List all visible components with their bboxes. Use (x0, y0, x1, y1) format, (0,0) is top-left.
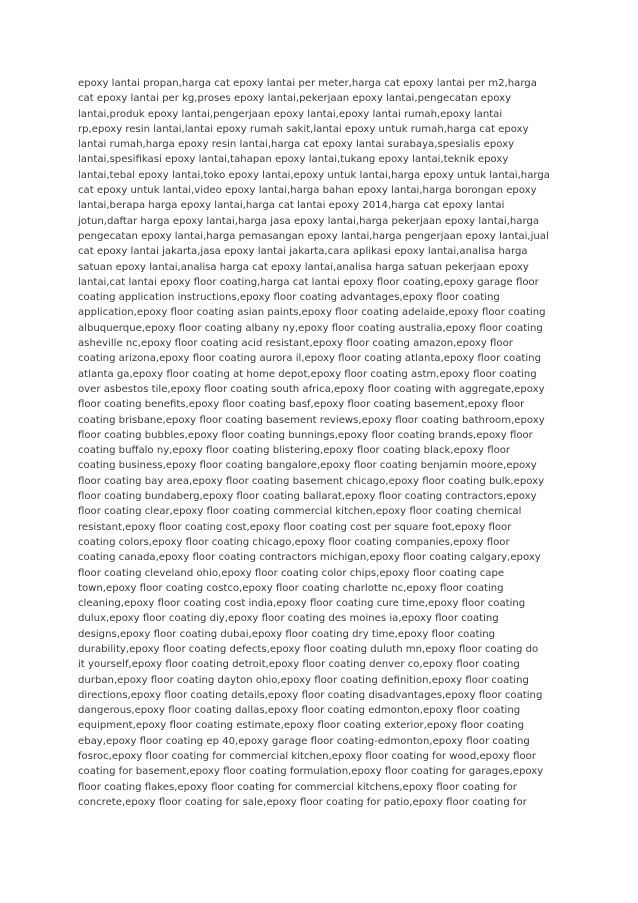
text-line: coating for basement,epoxy floor coating formulation,epoxy floor coating for garages,epoxy (78, 766, 544, 778)
text-line: floor coating flakes,epoxy floor coating for commercial kitchens,epoxy floor coating for (78, 781, 517, 793)
body-text (78, 76, 560, 810)
text-line: floor coating bubbles,epoxy floor coating bunnings,epoxy floor coating brands,epoxy floor (78, 429, 533, 441)
text-line: lantai rumah,harga epoxy resin lantai,harga cat epoxy lantai surabaya,spesialis epoxy (78, 139, 515, 151)
text-line: floor coating cleveland ohio,epoxy floor coating color chips,epoxy floor coating cape (78, 567, 505, 579)
text-line: atlanta ga,epoxy floor coating at home depot,epoxy floor coating astm,epoxy floor coating (78, 368, 537, 380)
text-line: satuan epoxy lantai,analisa harga cat epoxy lantai,analisa harga satuan pekerjaan epoxy (78, 261, 529, 273)
text-line: lantai,produk epoxy lantai,pengerjaan epoxy lantai,epoxy lantai rumah,epoxy lantai (78, 108, 503, 120)
text-line: rp,epoxy resin lantai,lantai epoxy rumah sakit,lantai epoxy untuk rumah,harga cat epoxy (78, 123, 529, 135)
text-line: durban,epoxy floor coating dayton ohio,epoxy floor coating definition,epoxy floor coating (78, 674, 529, 686)
text-line: coating canada,epoxy floor coating contractors michigan,epoxy floor coating calgary,epoxy (78, 552, 541, 564)
text-line: floor coating benefits,epoxy floor coating basf,epoxy floor coating basement,epoxy floor (78, 399, 525, 411)
text-line: cleaning,epoxy floor coating cost india,epoxy floor coating cure time,epoxy floor coating (78, 598, 526, 610)
text-line: durability,epoxy floor coating defects,epoxy floor coating duluth mn,epoxy floor coating do (78, 643, 539, 655)
text-line: designs,epoxy floor coating dubai,epoxy floor coating dry time,epoxy floor coating (78, 628, 496, 640)
text-line: concrete,epoxy floor coating for sale,epoxy floor coating for patio,epoxy floor coating for (78, 796, 527, 808)
text-line: dangerous,epoxy floor coating dallas,epoxy floor coating edmonton,epoxy floor coating (78, 705, 521, 717)
text-line: jotun,daftar harga epoxy lantai,harga jasa epoxy lantai,harga pekerjaan epoxy lantai,harga (78, 215, 540, 227)
text-line: floor coating bundaberg,epoxy floor coating ballarat,epoxy floor coating contractors,epoxy (78, 491, 537, 503)
text-line: pengecatan epoxy lantai,harga pemasangan epoxy lantai,harga pengerjaan epoxy lantai,jual (78, 230, 549, 242)
text-line: coating brisbane,epoxy floor coating basement reviews,epoxy floor coating bathroom,epoxy (78, 414, 545, 426)
text-line: town,epoxy floor coating costco,epoxy floor coating charlotte nc,epoxy floor coating (78, 582, 504, 594)
text-line: dulux,epoxy floor coating diy,epoxy floor coating des moines ia,epoxy floor coating (78, 613, 499, 625)
text-line: coating colors,epoxy floor coating chicago,epoxy floor coating companies,epoxy floor (78, 536, 510, 548)
text-line: lantai,spesifikasi epoxy lantai,tahapan epoxy lantai,tukang epoxy lantai,teknik epoxy (78, 154, 509, 166)
text-line: lantai,cat lantai epoxy floor coating,harga cat lantai epoxy floor coating,epoxy garage floor (78, 276, 539, 288)
text-line: albuquerque,epoxy floor coating albany ny,epoxy floor coating australia,epoxy floor coating (78, 322, 543, 334)
text-line: it yourself,epoxy floor coating detroit,epoxy floor coating denver co,epoxy floor coating (78, 659, 520, 671)
text-line: fosroc,epoxy floor coating for commercial kitchen,epoxy floor coating for wood,epoxy floor (78, 751, 536, 763)
text-line: cat epoxy untuk lantai,video epoxy lantai,harga bahan epoxy lantai,harga borongan epoxy (78, 185, 537, 197)
text-line: directions,epoxy floor coating details,epoxy floor coating disadvantages,epoxy floor coating (78, 689, 543, 701)
text-line: coating buffalo ny,epoxy floor coating blistering,epoxy floor coating black,epoxy floor (78, 445, 511, 457)
text-line: lantai,tebal epoxy lantai,toko epoxy lantai,epoxy untuk lantai,harga epoxy untuk lantai,harga (78, 169, 550, 181)
text-line: cat epoxy lantai per kg,proses epoxy lantai,pekerjaan epoxy lantai,pengecatan epoxy (78, 93, 512, 105)
text-line: coating application instructions,epoxy floor coating advantages,epoxy floor coating (78, 292, 500, 304)
text-line: resistant,epoxy floor coating cost,epoxy floor coating cost per square foot,epoxy floor (78, 521, 512, 533)
text-line: floor coating clear,epoxy floor coating commercial kitchen,epoxy floor coating chemical (78, 506, 522, 518)
text-line: over asbestos tile,epoxy floor coating south africa,epoxy floor coating with aggregate,epoxy (78, 383, 545, 395)
text-line: coating arizona,epoxy floor coating aurora il,epoxy floor coating atlanta,epoxy floor coating (78, 353, 541, 365)
text-line: cat epoxy lantai jakarta,jasa epoxy lantai jakarta,cara aplikasi epoxy lantai,analisa harga (78, 246, 528, 258)
text-line: floor coating bay area,epoxy floor coating basement chicago,epoxy floor coating bulk,epoxy (78, 475, 545, 487)
text-line: coating business,epoxy floor coating bangalore,epoxy floor coating benjamin moore,epoxy (78, 460, 537, 472)
text-line: asheville nc,epoxy floor coating acid resistant,epoxy floor coating amazon,epoxy floor (78, 338, 513, 350)
text-line: application,epoxy floor coating asian paints,epoxy floor coating adelaide,epoxy floor coating (78, 307, 546, 319)
text-line: equipment,epoxy floor coating estimate,epoxy floor coating exterior,epoxy floor coating (78, 720, 525, 732)
text-line: ebay,epoxy floor coating ep 40,epoxy garage floor coating-edmonton,epoxy floor coating (78, 735, 530, 747)
text-line: epoxy lantai propan,harga cat epoxy lantai per meter,harga cat epoxy lantai per m2,harga (78, 78, 537, 89)
text-line: lantai,berapa harga epoxy lantai,harga cat lantai epoxy 2014,harga cat epoxy lantai (78, 200, 505, 212)
